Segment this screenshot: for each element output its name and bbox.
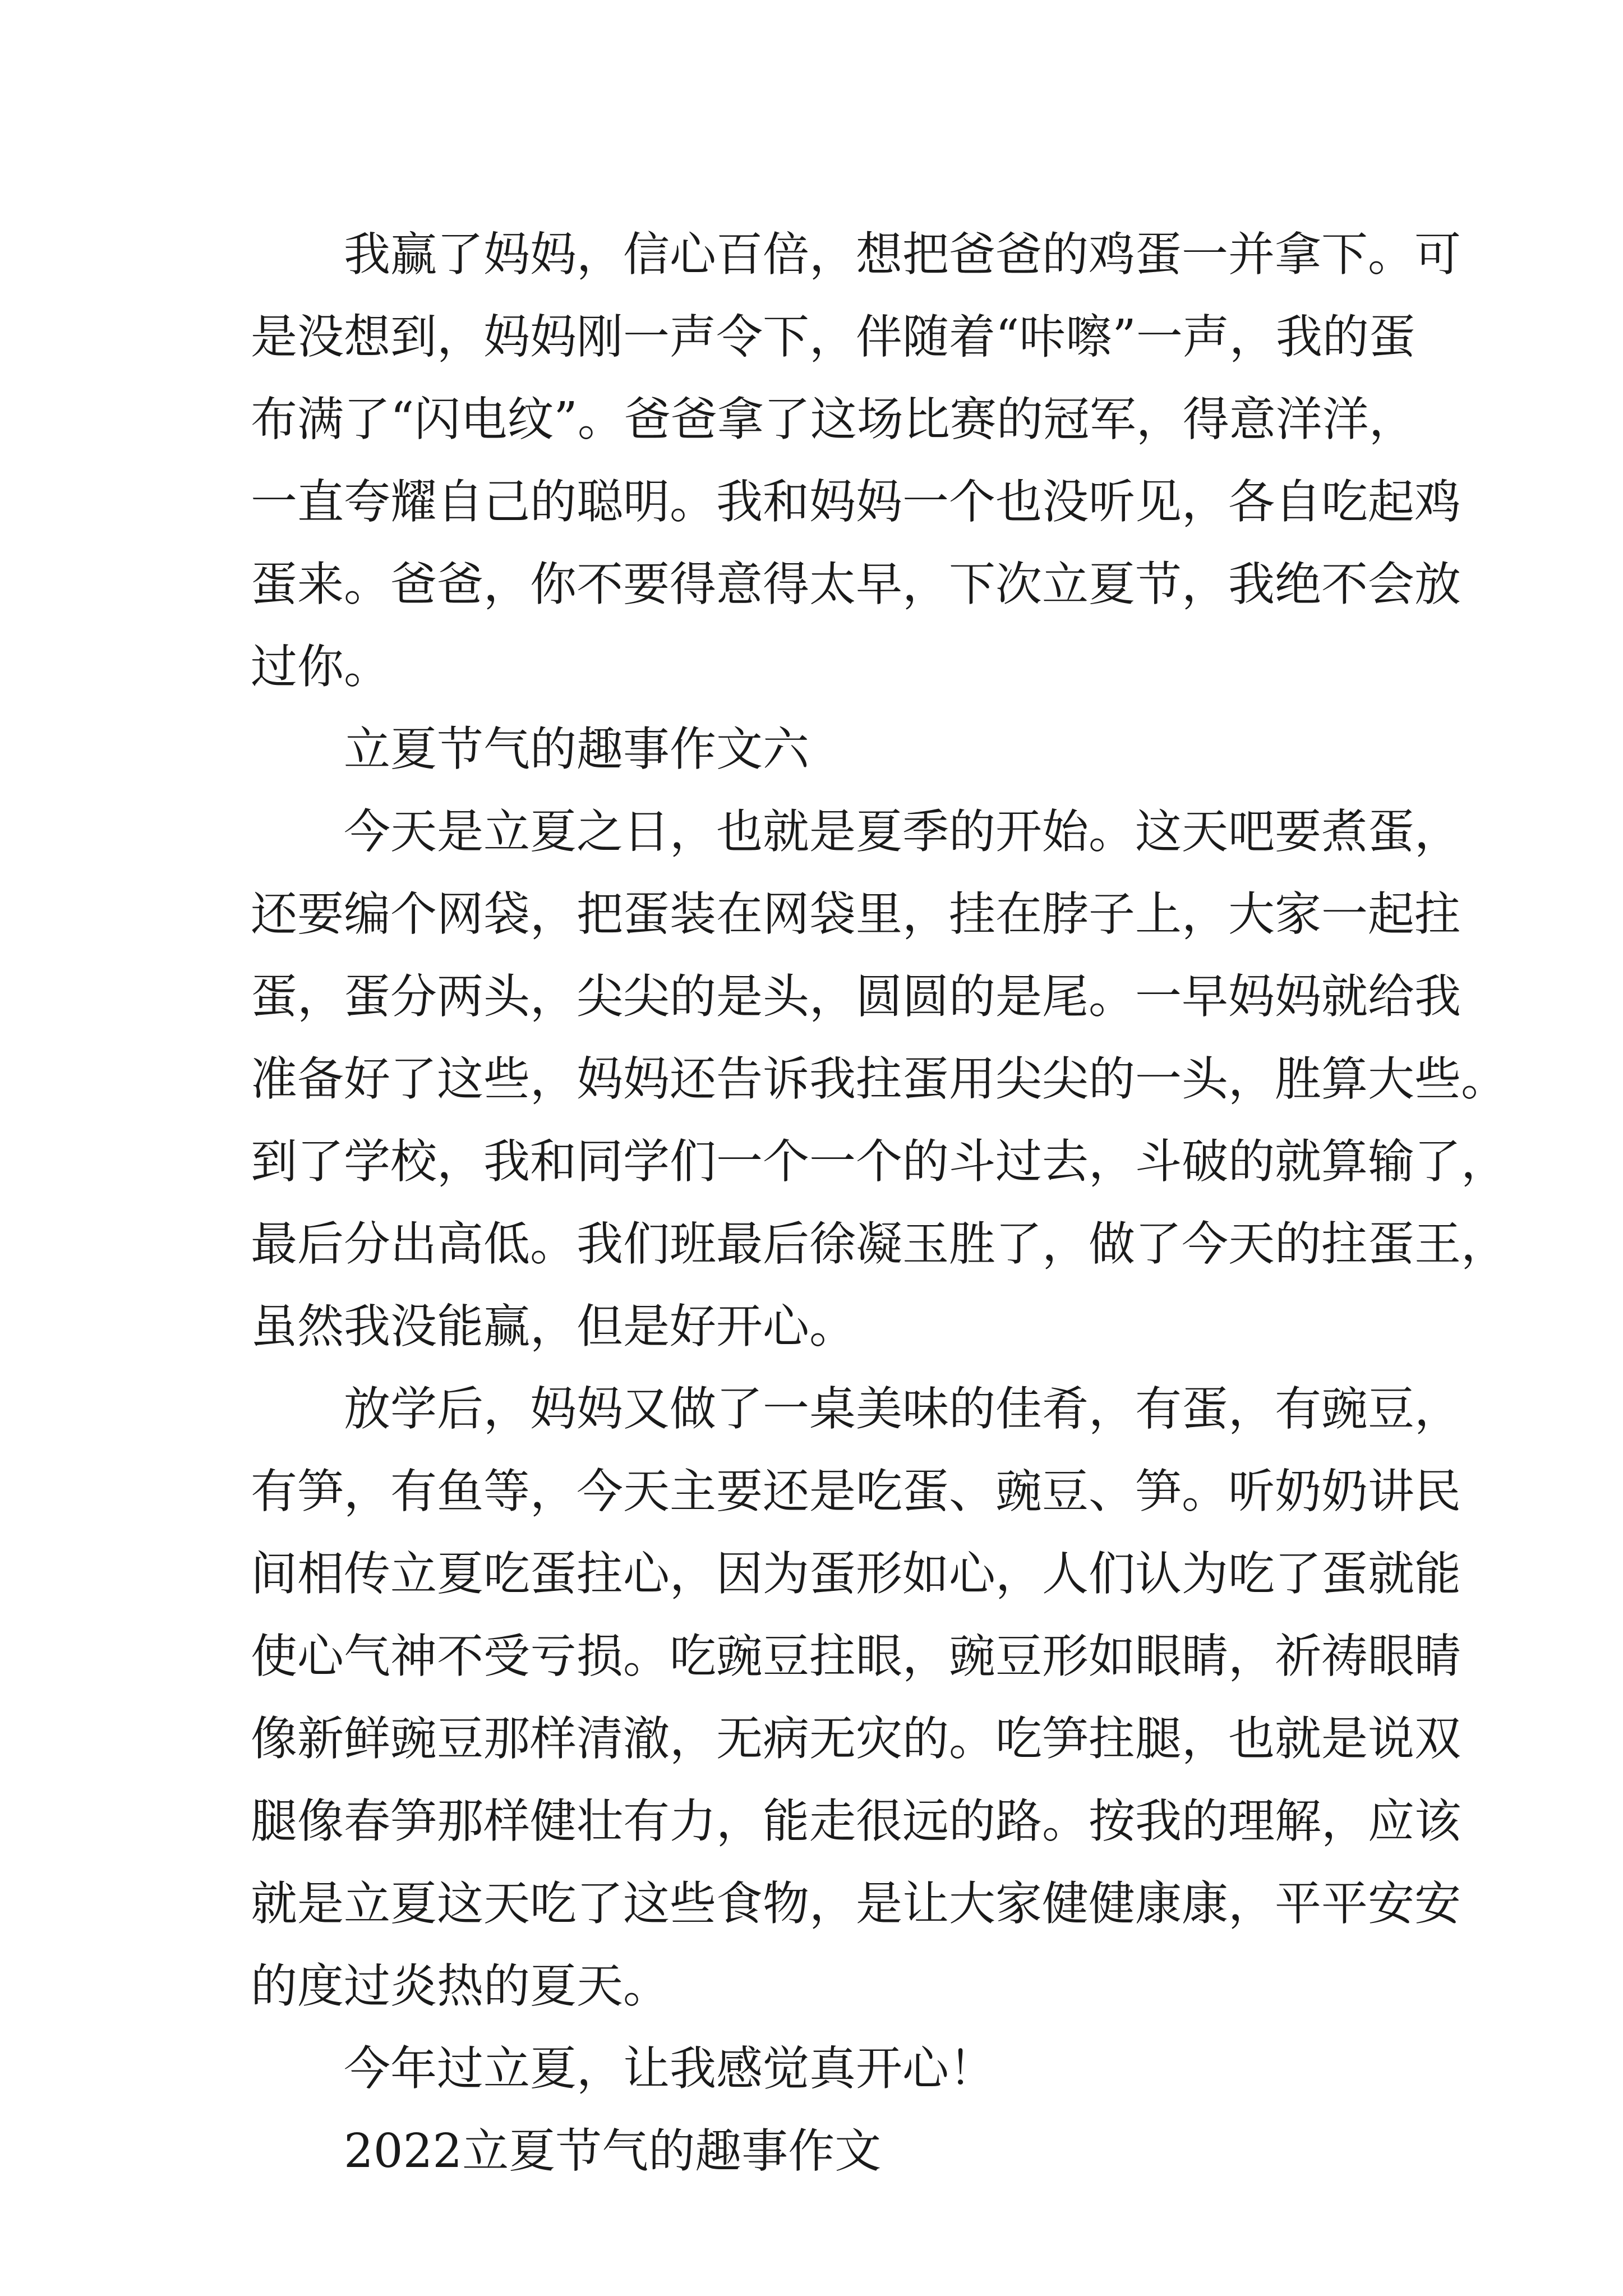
paragraph-3	[251, 1368, 1461, 2027]
paragraph-2	[251, 790, 1507, 1368]
section-heading-6	[251, 708, 1378, 790]
text-line: 虽然我没能赢，但是好开心。	[251, 1299, 856, 1354]
text-line: 像新鲜豌豆那样清澈，无病无灾的。吃笋拄腿，也就是说双	[251, 1711, 1461, 1766]
paragraph-4	[251, 2027, 1378, 2110]
text-line: 今年过立夏，让我感觉真开心！	[344, 2041, 995, 2096]
text-line: 还要编个网袋，把蛋装在网袋里，挂在脖子上，大家一起拄	[251, 887, 1461, 941]
text-line: 今天是立夏之日，也就是夏季的开始。这天吧要煮蛋，	[344, 804, 1461, 859]
section-heading-2022	[251, 2110, 1378, 2192]
document-body	[251, 213, 1507, 2192]
text-line: 就是立夏这天吃了这些食物，是让大家健健康康，平平安安	[251, 1876, 1461, 1931]
heading-line: 立夏节气的趣事作文六	[344, 722, 809, 776]
text-line: 间相传立夏吃蛋拄心，因为蛋形如心，人们认为吃了蛋就能	[251, 1547, 1461, 1601]
text-line: 准备好了这些，妈妈还告诉我拄蛋用尖尖的一头，胜算大些。	[251, 1052, 1507, 1106]
text-line: 到了学校，我和同学们一个一个的斗过去，斗破的就算输了，	[251, 1134, 1507, 1189]
text-line: 蛋来。爸爸，你不要得意得太早，下次立夏节，我绝不会放	[251, 557, 1461, 611]
text-line: 有笋，有鱼等，今天主要还是吃蛋、豌豆、笋。听奶奶讲民	[251, 1464, 1461, 1519]
text-line: 蛋，蛋分两头，尖尖的是头，圆圆的是尾。一早妈妈就给我	[251, 969, 1461, 1024]
text-line: 一直夸耀自己的聪明。我和妈妈一个也没听见，各自吃起鸡	[251, 475, 1461, 529]
text-line: 布满了“闪电纹”。爸爸拿了这场比赛的冠军，得意洋洋，	[251, 392, 1415, 447]
text-line: 过你。	[251, 639, 390, 694]
text-line: 我赢了妈妈，信心百倍，想把爸爸的鸡蛋一并拿下。可	[344, 227, 1461, 282]
paragraph-1	[251, 213, 1461, 708]
text-line: 放学后，妈妈又做了一桌美味的佳肴，有蛋，有豌豆，	[344, 1382, 1461, 1436]
heading-line: 2022立夏节气的趣事作文	[344, 2124, 882, 2178]
text-line: 使心气神不受亏损。吃豌豆拄眼，豌豆形如眼睛，祈祷眼睛	[251, 1629, 1461, 1683]
text-line: 腿像春笋那样健壮有力，能走很远的路。按我的理解，应该	[251, 1794, 1461, 1848]
text-line: 是没想到，妈妈刚一声令下，伴随着“咔嚓”一声，我的蛋	[251, 310, 1415, 364]
text-line: 的度过炎热的夏天。	[251, 1959, 670, 2013]
text-line: 最后分出高低。我们班最后徐凝玉胜了，做了今天的拄蛋王，	[251, 1217, 1507, 1271]
